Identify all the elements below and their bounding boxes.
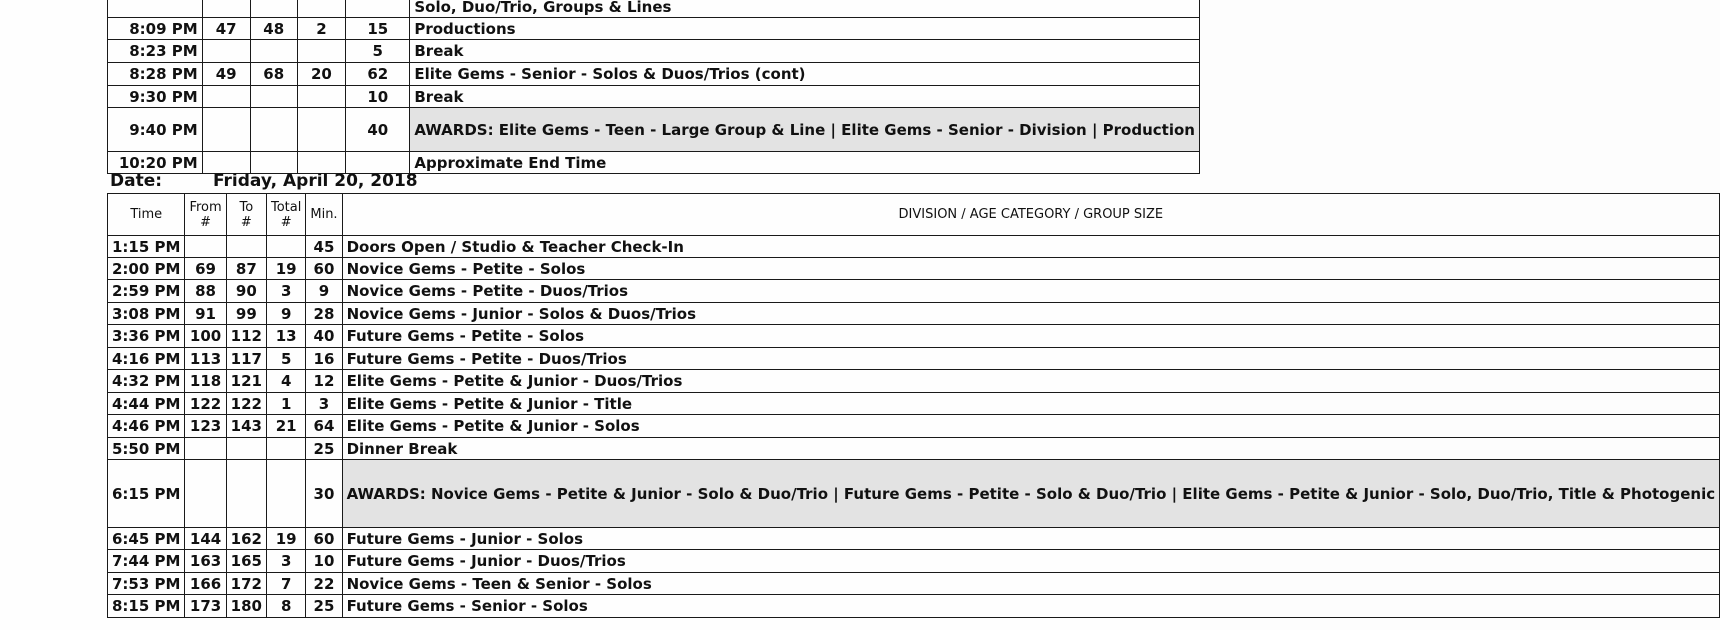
row-time: 1:15 PM [108,236,185,258]
date-value: Friday, April 20, 2018 [213,171,418,191]
row-from-number [202,86,250,108]
row-time: 7:53 PM [108,573,185,595]
row-description: Novice Gems - Petite - Solos [342,258,1720,280]
schedule-row [108,108,1200,152]
row-total: 3 [266,280,305,303]
row-from-number: 163 [185,550,226,573]
row-description: Novice Gems - Teen & Senior - Solos [342,573,1720,595]
row-from-number: 69 [185,258,226,280]
row-minutes: 60 [306,258,342,280]
row-minutes: 22 [306,573,342,595]
row-description: Novice Gems - Petite - Duos/Trios [342,280,1720,303]
row-minutes: 40 [346,108,410,152]
row-to-number: 117 [226,348,266,370]
row-to-number: 162 [226,528,266,550]
row-to-number: 143 [226,415,266,438]
row-time: 8:09 PM [108,18,203,40]
schedule-row [108,348,1720,370]
row-minutes: 25 [306,595,342,618]
header-to: To # [226,194,266,236]
row-to-number: 87 [226,258,266,280]
row-time: 2:00 PM [108,258,185,280]
row-minutes: 5 [346,40,410,63]
row-time: 8:23 PM [108,40,203,63]
row-minutes: 62 [346,63,410,86]
row-description: Productions [410,18,1200,40]
row-minutes [346,0,410,18]
schedule-row [108,63,1200,86]
row-to-number: 180 [226,595,266,618]
row-description: Elite Gems - Petite & Junior - Title [342,393,1720,415]
row-minutes: 60 [306,528,342,550]
row-from-number: 49 [202,63,250,86]
row-minutes: 10 [346,86,410,108]
schedule-row [108,370,1720,393]
row-description: Elite Gems - Petite & Junior - Solos [342,415,1720,438]
header-division: DIVISION / AGE CATEGORY / GROUP SIZE [342,194,1720,236]
row-minutes: 25 [306,438,342,460]
header-time: Time [108,194,185,236]
row-time: 5:50 PM [108,438,185,460]
row-from-number [202,108,250,152]
schedule-row [108,280,1720,303]
row-minutes: 30 [306,460,342,528]
row-time: 6:15 PM [108,460,185,528]
row-from-number: 144 [185,528,226,550]
row-description: Novice Gems - Junior - Solos & Duos/Trios [342,303,1720,325]
schedule-row [108,303,1720,325]
row-minutes: 45 [306,236,342,258]
row-description: Dinner Break [342,438,1720,460]
row-from-number [202,40,250,63]
row-from-number [185,438,226,460]
schedule-row [108,0,1200,18]
row-to-number [226,460,266,528]
row-description: Elite Gems - Senior - Solos & Duos/Trios (cont) [410,63,1200,86]
row-from-number: 166 [185,573,226,595]
row-minutes: 40 [306,325,342,348]
row-total [266,460,305,528]
row-minutes: 16 [306,348,342,370]
header-from: From # [185,194,226,236]
row-to-number: 172 [226,573,266,595]
row-total: 5 [266,348,305,370]
header-total: Total # [266,194,305,236]
schedule-row [108,415,1720,438]
schedule-row [108,573,1720,595]
row-total: 13 [266,325,305,348]
row-time: 6:45 PM [108,528,185,550]
row-time: 8:28 PM [108,63,203,86]
row-total [297,86,345,108]
schedule-row [108,86,1200,108]
row-to-number [250,40,297,63]
row-time: 8:15 PM [108,595,185,618]
row-total: 2 [297,18,345,40]
row-total: 1 [266,393,305,415]
row-from-number: 122 [185,393,226,415]
schedule-row [108,236,1720,258]
schedule-row [108,595,1720,618]
schedule-row [108,528,1720,550]
row-total: 21 [266,415,305,438]
row-from-number: 118 [185,370,226,393]
row-to-number: 99 [226,303,266,325]
schedule-row [108,438,1720,460]
row-total [297,108,345,152]
row-description: Break [410,86,1200,108]
row-total [297,0,345,18]
row-description: Elite Gems - Petite & Junior - Duos/Trios [342,370,1720,393]
row-from-number: 113 [185,348,226,370]
row-to-number: 165 [226,550,266,573]
row-time: 4:46 PM [108,415,185,438]
row-to-number [250,108,297,152]
date-label: Date: [110,171,163,191]
row-from-number: 100 [185,325,226,348]
row-total: 4 [266,370,305,393]
row-to-number: 121 [226,370,266,393]
row-total: 20 [297,63,345,86]
row-awards-description: AWARDS: Novice Gems - Petite & Junior - Solo & Duo/Trio | Future Gems - Petite - Solo & Duo/Trio | Elite Gems - Petite & Junior - Solo, Duo/Trio, Title & Photogenic [342,460,1720,528]
row-total [297,40,345,63]
row-from-number: 173 [185,595,226,618]
row-to-number: 112 [226,325,266,348]
row-time: 4:16 PM [108,348,185,370]
header-min: Min. [306,194,342,236]
row-total: 3 [266,550,305,573]
schedule-row [108,325,1720,348]
row-from-number [185,236,226,258]
schedule-row [108,393,1720,415]
friday-schedule-table [107,193,1720,618]
row-from-number: 91 [185,303,226,325]
date-heading [110,171,418,191]
row-description: Approximate End Time [410,152,1200,174]
row-minutes: 9 [306,280,342,303]
row-description: Future Gems - Junior - Solos [342,528,1720,550]
row-to-number [226,438,266,460]
row-minutes: 15 [346,18,410,40]
row-total: 7 [266,573,305,595]
row-total: 19 [266,528,305,550]
row-description: Future Gems - Petite - Duos/Trios [342,348,1720,370]
row-time [108,0,203,18]
schedule-row [108,550,1720,573]
row-minutes: 3 [306,393,342,415]
row-to-number: 90 [226,280,266,303]
row-to-number [250,0,297,18]
schedule-row [108,460,1720,528]
row-from-number [185,460,226,528]
row-description: Break [410,40,1200,63]
row-time: 3:36 PM [108,325,185,348]
row-from-number: 47 [202,18,250,40]
schedule-row [108,40,1200,63]
row-from-number: 88 [185,280,226,303]
row-time: 2:59 PM [108,280,185,303]
row-time: 3:08 PM [108,303,185,325]
row-time: 9:40 PM [108,108,203,152]
row-total [266,236,305,258]
row-total: 8 [266,595,305,618]
row-time: 4:32 PM [108,370,185,393]
row-to-number: 122 [226,393,266,415]
row-description: Future Gems - Junior - Duos/Trios [342,550,1720,573]
row-to-number [226,236,266,258]
row-time: 4:44 PM [108,393,185,415]
schedule-row [108,18,1200,40]
row-to-number: 48 [250,18,297,40]
row-total [266,438,305,460]
row-minutes: 64 [306,415,342,438]
thursday-schedule-table [107,0,1200,174]
row-description: Future Gems - Senior - Solos [342,595,1720,618]
row-minutes: 12 [306,370,342,393]
schedule-row [108,258,1720,280]
row-to-number [250,86,297,108]
row-description: Future Gems - Petite - Solos [342,325,1720,348]
row-minutes: 10 [306,550,342,573]
row-description: Solo, Duo/Trio, Groups & Lines [410,0,1200,18]
row-total: 9 [266,303,305,325]
row-awards-description: AWARDS: Elite Gems - Teen - Large Group & Line | Elite Gems - Senior - Division | Production [410,108,1200,152]
row-from-number: 123 [185,415,226,438]
row-from-number [202,0,250,18]
header-row [108,194,1720,236]
row-to-number: 68 [250,63,297,86]
row-minutes: 28 [306,303,342,325]
row-time: 9:30 PM [108,86,203,108]
row-time: 7:44 PM [108,550,185,573]
row-description: Doors Open / Studio & Teacher Check-In [342,236,1720,258]
row-time: 10:20 PM [108,152,203,174]
row-total: 19 [266,258,305,280]
